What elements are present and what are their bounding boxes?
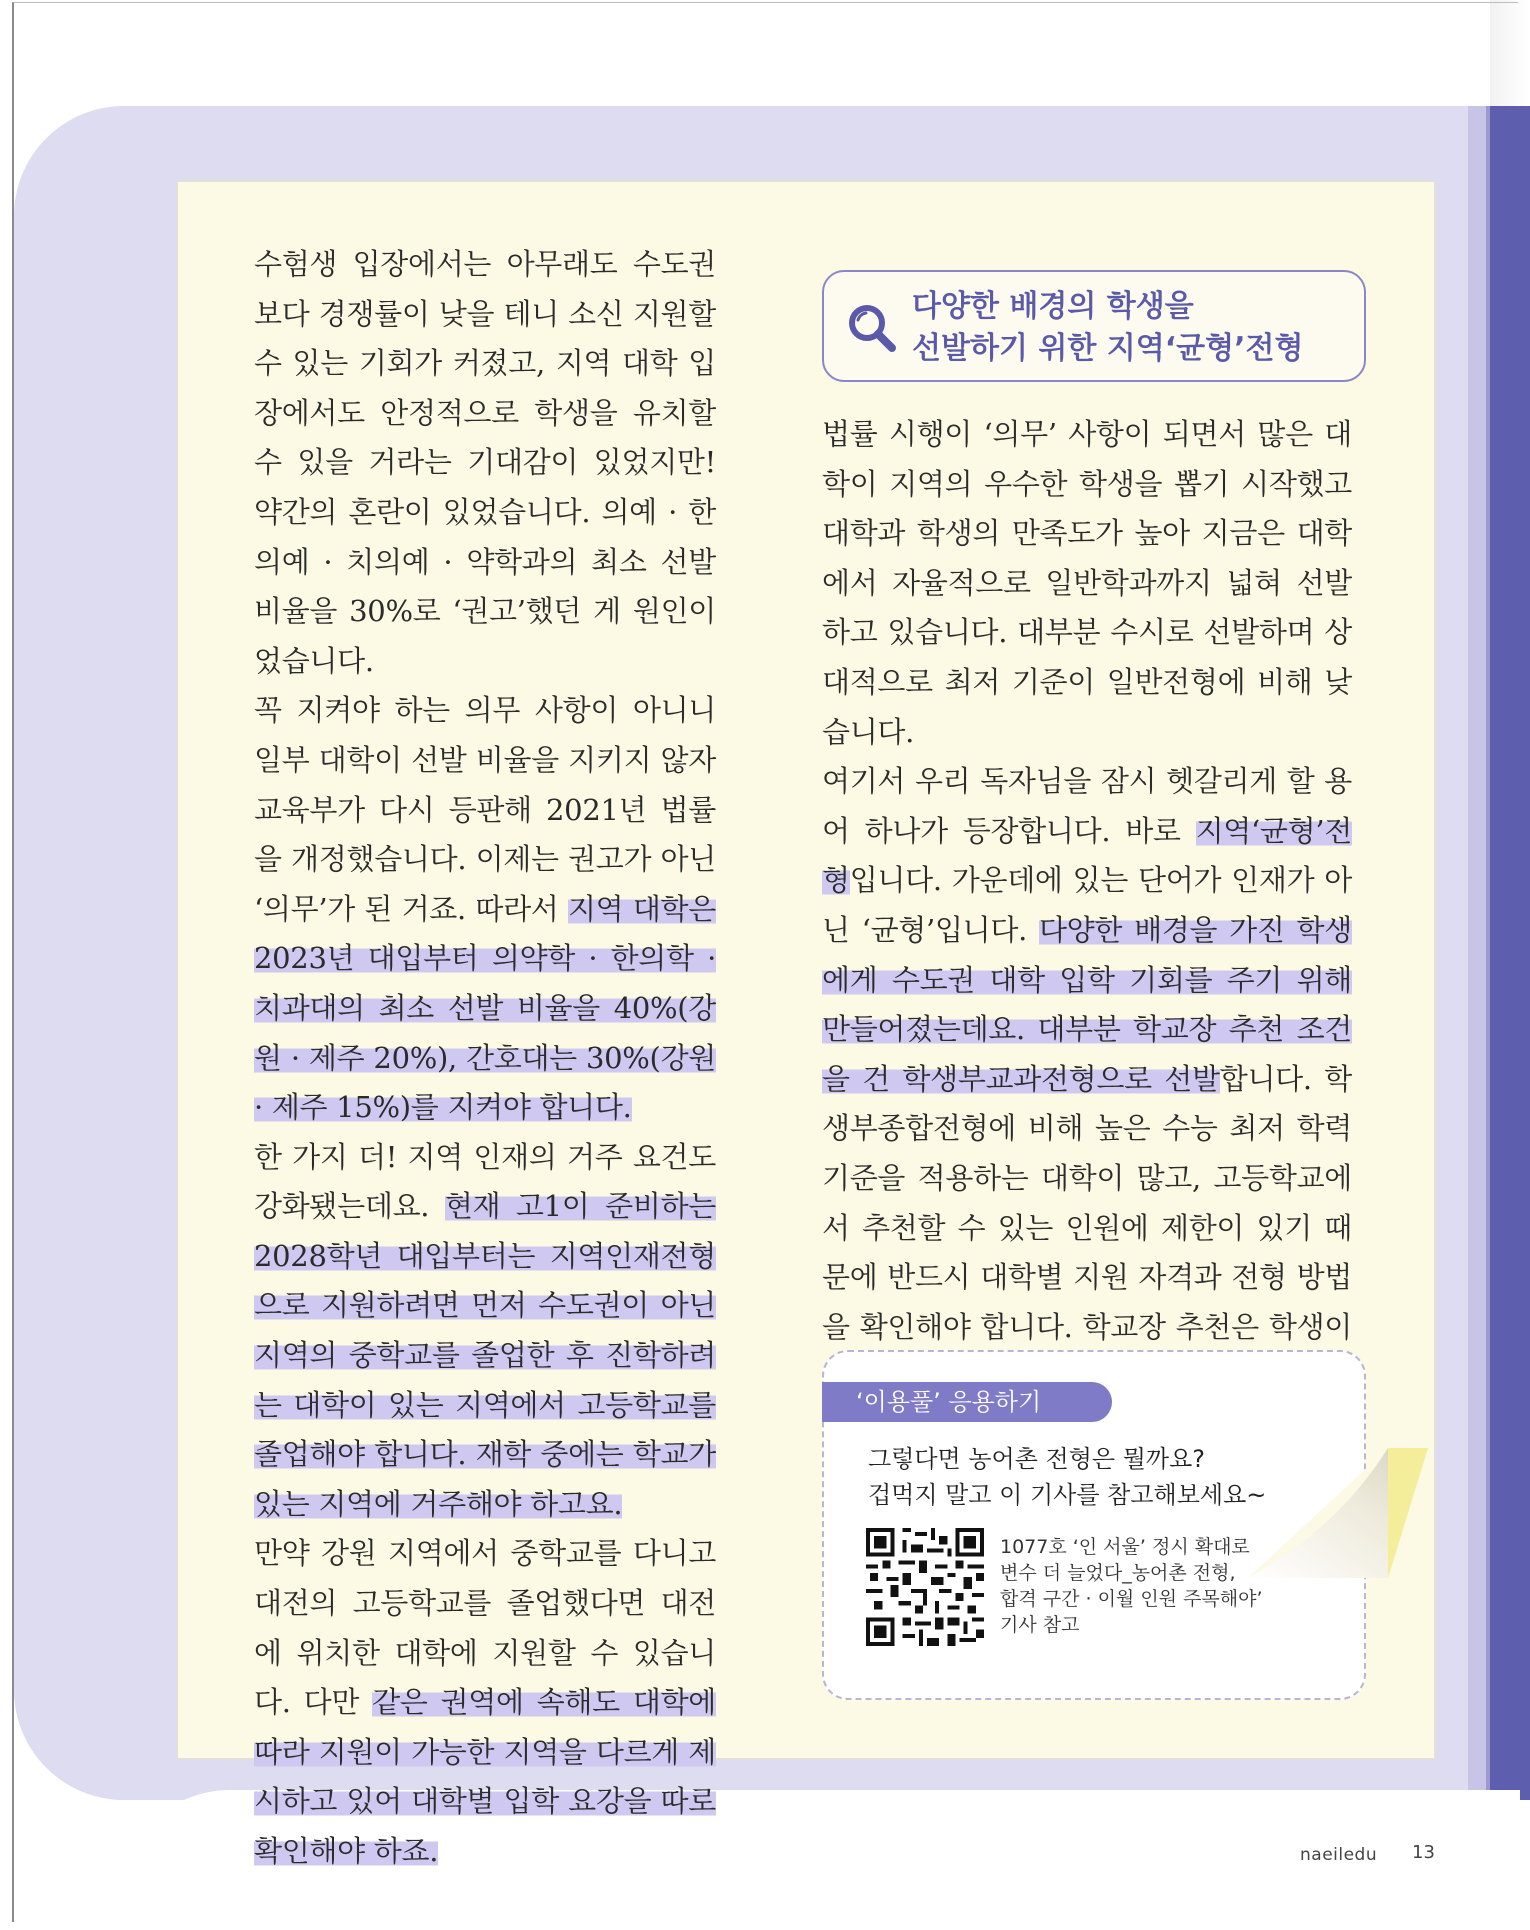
left-p4-highlight: 같은 권역에 속해도 대학에 따라 지원이 가능한 지역을 다르게 제시하고 있어 대학별 입학 요강을 따로 확인해야 하죠. xyxy=(254,1685,716,1868)
tip-line-1: 그렇다면 농어촌 전형은 뭘까요? xyxy=(868,1445,1206,1473)
left-paragraph-3 xyxy=(254,1133,716,1530)
right-paragraph-2 xyxy=(822,757,1352,1451)
top-edge-shadow xyxy=(1490,0,1530,106)
footer-brand: naeiledu xyxy=(1300,1845,1378,1865)
reference-line-3: 합격 구간 · 이월 인원 주목해야’ xyxy=(1000,1588,1263,1610)
left-paragraph-1: 수험생 입장에서는 아무래도 수도권보다 경쟁률이 낮을 테니 소신 지원할 수 있는 기회가 커졌고, 지역 대학 입장에서도 안정적으로 학생을 유치할 수 있을 거라는 기대감이 있었지만! 약간의 혼란이 있었습니다. 의예 · 한의예 · 치의예 · 약학과의 최소 선발 비율을 30%로 ‘권고’했던 게 원인이었습니다. xyxy=(254,247,716,678)
tip-line-2: 겁먹지 말고 이 기사를 참고해보세요~ xyxy=(868,1481,1267,1509)
left-paragraph-4 xyxy=(254,1529,716,1876)
left-p3-text: 한 가지 더! 지역 인재의 거주 요건도 강화됐는데요. xyxy=(254,1139,716,1224)
right-p2-text-b: 입니다. 가운데에 있는 단어가 인재가 아닌 ‘균형’입니다. xyxy=(822,863,1352,947)
right-p2-highlight-2: 다양한 배경을 가진 학생에게 수도권 대학 입학 기회를 주기 위해 만들어졌는데요. 대부분 학교장 추천 조건을 건 학생부교과전형으로 선발 xyxy=(822,912,1352,1096)
right-paragraph-1: 법률 시행이 ‘의무’ 사항이 되면서 많은 대학이 지역의 우수한 학생을 뽑기 시작했고 대학과 학생의 만족도가 높아 지금은 대학에서 자율적으로 일반학과까지 넓혀 선발하고 있습니다. 대부분 수시로 선발하며 상대적으로 최저 기준이 일반전형에 비해 낮습니다. xyxy=(822,417,1352,749)
left-p3-highlight: 현재 고1이 준비하는 2028학년 대입부터는 지역인재전형으로 지원하려면 먼저 수도권이 아닌 지역의 중학교를 졸업한 후 진학하려는 대학이 있는 지역에서 고등학교를 졸업해야 합니다. 재학 중에는 학교가 있는 지역에 거주해야 하고요. xyxy=(254,1189,717,1521)
right-p2-text-a: 여기서 우리 독자님을 잠시 헷갈리게 할 용어 하나가 등장합니다. 바로 xyxy=(822,764,1352,848)
section-title-line-1: 다양한 배경의 학생을 xyxy=(912,289,1194,324)
page-curl-decoration xyxy=(1238,1448,1428,1578)
right-column xyxy=(822,410,1352,1451)
left-column xyxy=(254,240,716,1877)
section-title-line-2: 선발하기 위한 지역‘균형’전형 xyxy=(912,331,1304,366)
tip-label: ‘이용풀’ 응용하기 xyxy=(822,1382,1112,1422)
reference-line-2: 변수 더 늘었다_농어촌 전형, xyxy=(1000,1562,1236,1584)
left-paragraph-2 xyxy=(254,686,716,1132)
section-header-box xyxy=(822,270,1366,382)
spine-dark-band xyxy=(1490,106,1530,1800)
left-p2-text: 꼭 지켜야 하는 의무 사항이 아니니 일부 대학이 선발 비율을 지키지 않자 교육부가 다시 등판해 2021년 법률을 개정했습니다. 이제는 권고가 아닌 ‘의무’가 된 거죠. 따라서 xyxy=(254,693,716,926)
left-p4-text: 만약 강원 지역에서 중학교를 다니고 대전의 고등학교를 졸업했다면 대전에 위치한 대학에 지원할 수 있습니다. 다만 xyxy=(254,1536,716,1720)
left-p2-highlight: 지역 대학은 2023년 대입부터 의약학 · 한의학 · 치과대의 최소 선발 비율을 40%(강원 · 제주 20%), 간호대는 30%(강원 · 제주 15%)를 지켜야 합니다. xyxy=(254,891,716,1125)
right-p2-text-c: 합니다. 학생부종합전형에 비해 높은 수능 최저 학력 기준을 적용하는 대학이 많고, 고등학교에서 추천할 수 있는 인원에 제한이 있기 때문에 반드시 대학별 지원 자격과 전형 방법을 확인해야 합니다. 학교장 추천은 학생이 xyxy=(822,1061,1352,1344)
reference-line-4: 기사 참고 xyxy=(1000,1614,1080,1636)
spine-light-band xyxy=(1468,106,1488,1800)
right-p2-highlight-1: 지역‘균형’전형 xyxy=(822,813,1352,898)
reference-line-1: 1077호 ‘인 서울’ 정시 확대로 xyxy=(1000,1536,1250,1558)
qr-code-icon[interactable] xyxy=(866,1528,984,1646)
section-title xyxy=(912,286,1303,370)
page-number: 13 xyxy=(1412,1842,1435,1863)
magnifier-icon xyxy=(844,300,898,354)
